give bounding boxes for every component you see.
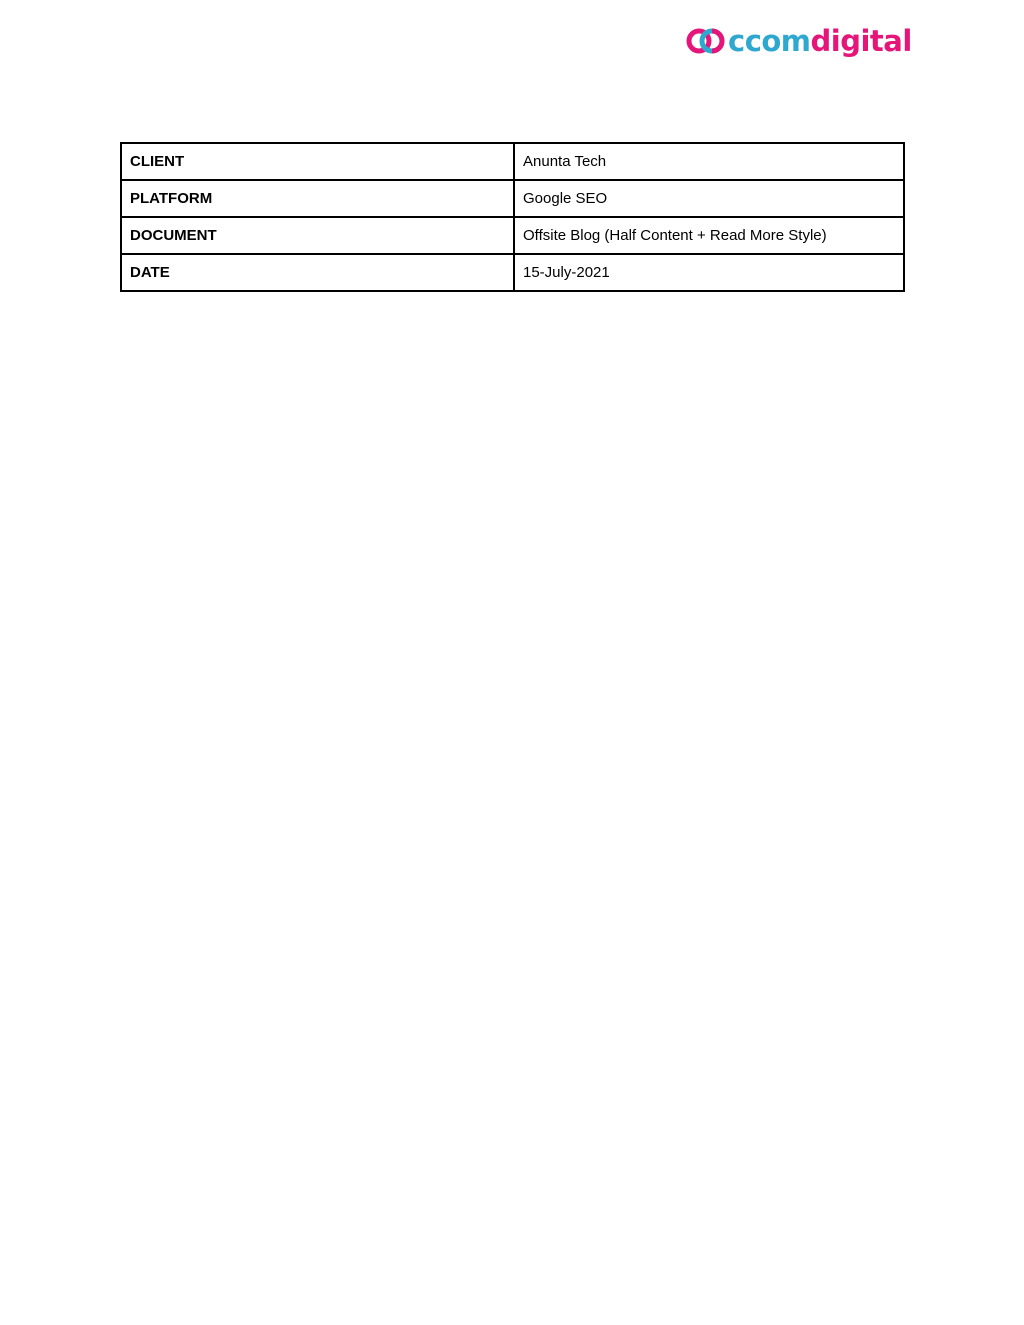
table-row: [121, 180, 904, 217]
date-value: 15-July-2021: [514, 254, 904, 291]
table-row: [121, 143, 904, 180]
document-label: DOCUMENT: [121, 217, 514, 254]
table-row: [121, 254, 904, 291]
client-label: CLIENT: [121, 143, 514, 180]
client-value: Anunta Tech: [514, 143, 904, 180]
logo-wordmark-part2: digital: [810, 23, 912, 58]
logo-wordmark-part1: ccom: [728, 23, 811, 58]
table-row: [121, 217, 904, 254]
document-value: Offsite Blog (Half Content + Read More Style): [514, 217, 904, 254]
company-logo: [686, 22, 912, 60]
date-label: DATE: [121, 254, 514, 291]
logo-wordmark: [728, 23, 912, 58]
document-info-table: [120, 142, 905, 292]
platform-value: Google SEO: [514, 180, 904, 217]
interlocking-rings-icon: [686, 26, 726, 56]
platform-label: PLATFORM: [121, 180, 514, 217]
